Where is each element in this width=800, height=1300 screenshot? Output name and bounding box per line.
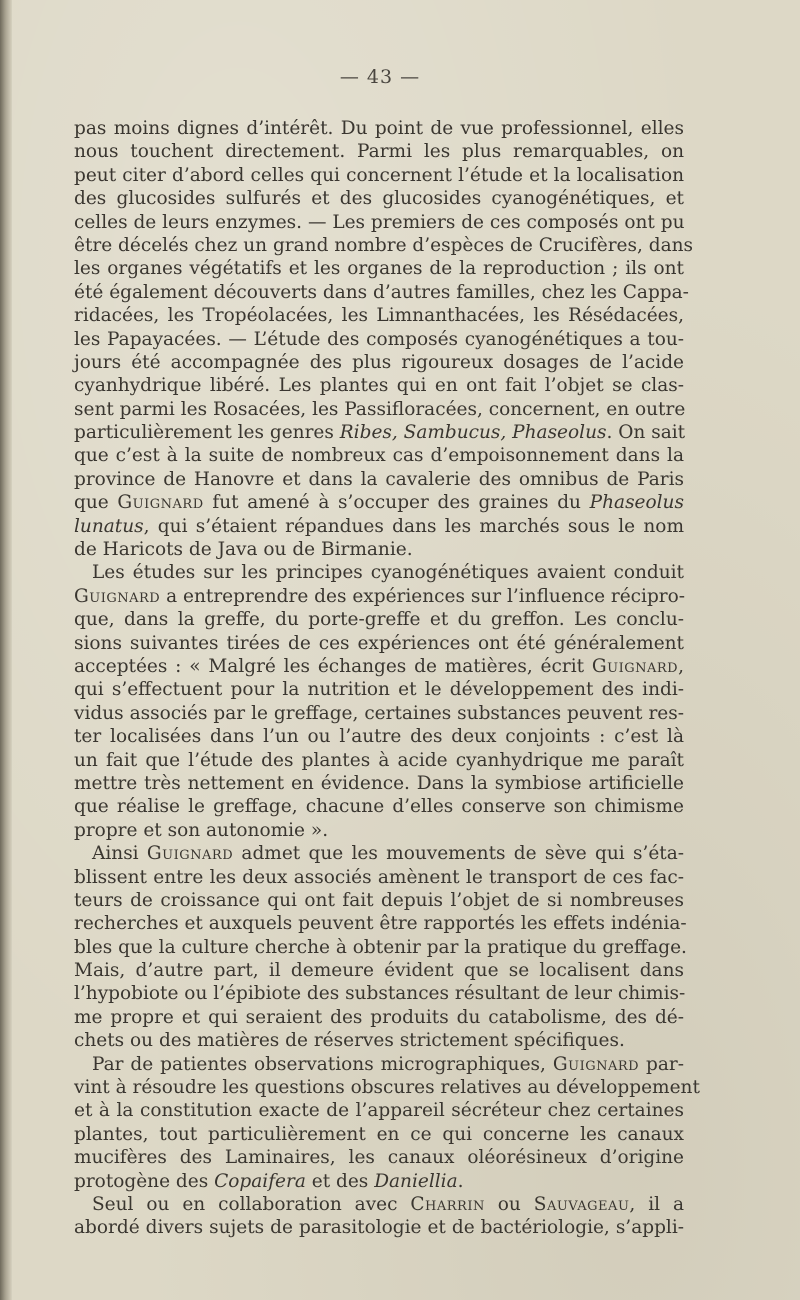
text-run: chets ou des matières de réserves strictement spécifiques. <box>74 1030 625 1052</box>
text-line <box>74 1053 684 1076</box>
text-line <box>74 538 684 561</box>
text-run: peut citer d’abord celles qui concernent l’étude et la localisation <box>74 164 684 186</box>
author-name: Guignard <box>591 655 679 677</box>
text-line <box>74 1146 684 1169</box>
page-number: — 43 — <box>339 66 421 88</box>
text-line <box>74 164 684 187</box>
text-line <box>74 1006 684 1029</box>
text-run: un fait que l’étude des plantes à acide cyanhydrique me paraît <box>74 749 684 771</box>
text-run: ou <box>484 1193 534 1215</box>
text-run: que <box>74 492 118 514</box>
text-line <box>74 374 684 397</box>
text-line <box>74 234 694 257</box>
text-line <box>74 1216 684 1239</box>
text-run: cyanhydrique libéré. Les plantes qui en ont fait l’objet se clas- <box>74 375 684 397</box>
text-line <box>74 585 684 608</box>
text-run: pas moins dignes d’intérêt. Du point de vue professionnel, elles <box>74 118 684 139</box>
text-line <box>74 1076 700 1099</box>
text-line <box>74 725 684 748</box>
author-name: Charrin <box>410 1193 485 1215</box>
text-line <box>74 328 684 351</box>
text-run: abordé divers sujets de parasitologie et de bactériologie, s’appli- <box>74 1217 684 1239</box>
text-line <box>74 1170 684 1193</box>
text-line <box>74 982 684 1005</box>
text-run: jours été accompagnée des plus rigoureux dosages de l’acide <box>74 351 684 373</box>
text-line <box>74 398 684 421</box>
text-line <box>74 211 684 234</box>
text-line <box>74 889 684 912</box>
italic-term: lunatus <box>74 515 144 537</box>
text-run: mettre très nettement en évidence. Dans la symbiose artificielle <box>74 772 684 794</box>
text-run: propre et son autonomie ». <box>74 819 329 841</box>
text-line <box>74 749 684 772</box>
text-run: particulièrement les genres <box>74 422 340 444</box>
text-run: fut amené à s’occuper des graines du <box>203 492 590 514</box>
text-run: que c’est à la suite de nombreux cas d’empoisonnement dans la <box>74 445 684 467</box>
text-run: que réalise le greffage, chacune d’elles conserve son chimisme <box>74 796 684 818</box>
text-run: sions suivantes tirées de ces expériences ont été généralement <box>74 632 684 654</box>
binding-edge <box>0 0 12 1300</box>
author-name: Sauvageau <box>533 1193 630 1215</box>
italic-term: Phaseolus <box>589 492 684 514</box>
text-run: que, dans la greffe, du porte-greffe et du greffon. Les conclu- <box>74 609 684 631</box>
text-run: Par de patientes observations micrographiques, <box>92 1053 553 1075</box>
text-run: Les études sur les principes cyanogénétiques avaient conduit <box>92 562 684 584</box>
author-name: Guignard <box>146 843 234 865</box>
text-run: acceptées : « Malgré les échanges de matières, écrit <box>74 655 592 677</box>
text-run: protogène des <box>74 1170 215 1192</box>
text-line <box>74 468 684 491</box>
text-run: ridacées, les Tropéolacées, les Limnanthacées, les Résédacées, <box>74 305 684 327</box>
text-run: admet que les mouvements de sève qui s’éta- <box>233 843 684 865</box>
text-line <box>74 515 684 538</box>
text-run: me propre et qui seraient des produits du catabolisme, des dé- <box>74 1006 684 1028</box>
text-line <box>74 936 687 959</box>
text-line <box>74 304 684 327</box>
text-run: Seul ou en collaboration avec <box>92 1193 411 1215</box>
text-line <box>74 281 689 304</box>
text-run: teurs de croissance qui ont fait depuis l’objet de si nombreuses <box>74 889 684 911</box>
text-run: les organes végétatifs et les organes de la reproduction ; ils ont <box>74 258 684 280</box>
text-run: l’hypobiote ou l’épibiote des substances résultant de leur chimis- <box>74 983 686 1005</box>
text-run: . <box>457 1170 464 1192</box>
text-line <box>74 632 684 655</box>
text-line <box>74 421 684 444</box>
text-run: a entreprendre des expériences sur l’influence récipro- <box>160 585 686 607</box>
text-line <box>74 1029 684 1052</box>
text-line <box>74 912 687 935</box>
text-run: être décelés chez un grand nombre d’espèces de Crucifères, dans <box>74 234 694 256</box>
text-line <box>74 608 684 631</box>
body-text <box>74 117 700 1240</box>
text-run: province de Hanovre et dans la cavalerie des omnibus de Paris <box>74 468 684 490</box>
text-run: , <box>678 655 684 677</box>
italic-term: Daniellia <box>374 1170 458 1192</box>
text-run: vint à résoudre les questions obscures relatives au développement <box>74 1077 700 1099</box>
text-line <box>74 866 684 889</box>
text-line <box>74 444 684 467</box>
text-line <box>74 187 684 210</box>
text-run: . On sait <box>606 422 686 444</box>
text-line <box>74 1193 684 1216</box>
text-run: des glucosides sulfurés et des glucosides cyanogénétiques, et <box>74 188 684 210</box>
text-run: celles de leurs enzymes. — Les premiers de ces composés ont pu <box>74 211 685 233</box>
text-run: vidus associés par le greffage, certaines substances peuvent res- <box>74 702 684 724</box>
text-run: de Haricots de Java ou de Birmanie. <box>74 539 413 561</box>
text-line <box>74 772 684 795</box>
text-line <box>74 561 684 584</box>
text-run: , il a <box>629 1193 684 1215</box>
text-line <box>74 257 684 280</box>
text-run: et à la constitution exacte de l’appareil sécréteur chez certaines <box>74 1100 684 1122</box>
text-line <box>74 959 684 982</box>
text-line <box>74 655 684 678</box>
text-line <box>74 351 684 374</box>
author-name: Guignard <box>117 492 204 514</box>
text-run: blissent entre les deux associés amènent le transport de ces fac- <box>74 866 684 888</box>
text-line <box>74 117 684 140</box>
text-run: été également découverts dans d’autres familles, chez les Cappa- <box>74 281 689 303</box>
text-run: mucifères des Laminaires, les canaux oléorésineux d’origine <box>74 1147 684 1169</box>
text-line <box>74 1099 684 1122</box>
text-run: bles que la culture cherche à obtenir par la pratique du greffage. <box>74 936 687 958</box>
text-run: les Papayacées. — L’étude des composés cyanogénétiques a tou- <box>74 328 684 350</box>
text-run: qui s’effectuent pour la nutrition et le développement des indi- <box>74 679 684 701</box>
text-line <box>74 795 684 818</box>
text-run: Mais, d’autre part, il demeure évident que se localisent dans <box>74 960 684 982</box>
text-line <box>74 140 684 163</box>
text-run: sent parmi les Rosacées, les Passifloracées, concernent, en outre <box>74 398 686 420</box>
text-line <box>74 702 684 725</box>
text-run: recherches et auxquels peuvent être rapportés les effets indénia- <box>74 913 687 935</box>
text-line <box>74 491 684 514</box>
italic-term: Ribes, Sambucus, Phaseolus <box>339 422 607 444</box>
italic-term: Copaifera <box>214 1170 306 1192</box>
text-line <box>74 678 684 701</box>
text-run: Ainsi <box>92 843 147 865</box>
author-name: Guignard <box>552 1053 640 1075</box>
author-name: Guignard <box>74 585 161 607</box>
text-run: nous touchent directement. Parmi les plus remarquables, on <box>74 141 684 163</box>
text-run: par- <box>639 1053 684 1075</box>
text-line <box>74 819 684 842</box>
text-line <box>74 1123 684 1146</box>
text-line <box>74 842 684 865</box>
text-run: plantes, tout particulièrement en ce qui concerne les canaux <box>74 1123 684 1145</box>
text-run: , qui s’étaient répandues dans les marchés sous le nom <box>143 515 684 537</box>
text-run: ter localisées dans l’un ou l’autre des deux conjoints : c’est là <box>74 726 684 748</box>
text-run: et des <box>305 1170 375 1192</box>
